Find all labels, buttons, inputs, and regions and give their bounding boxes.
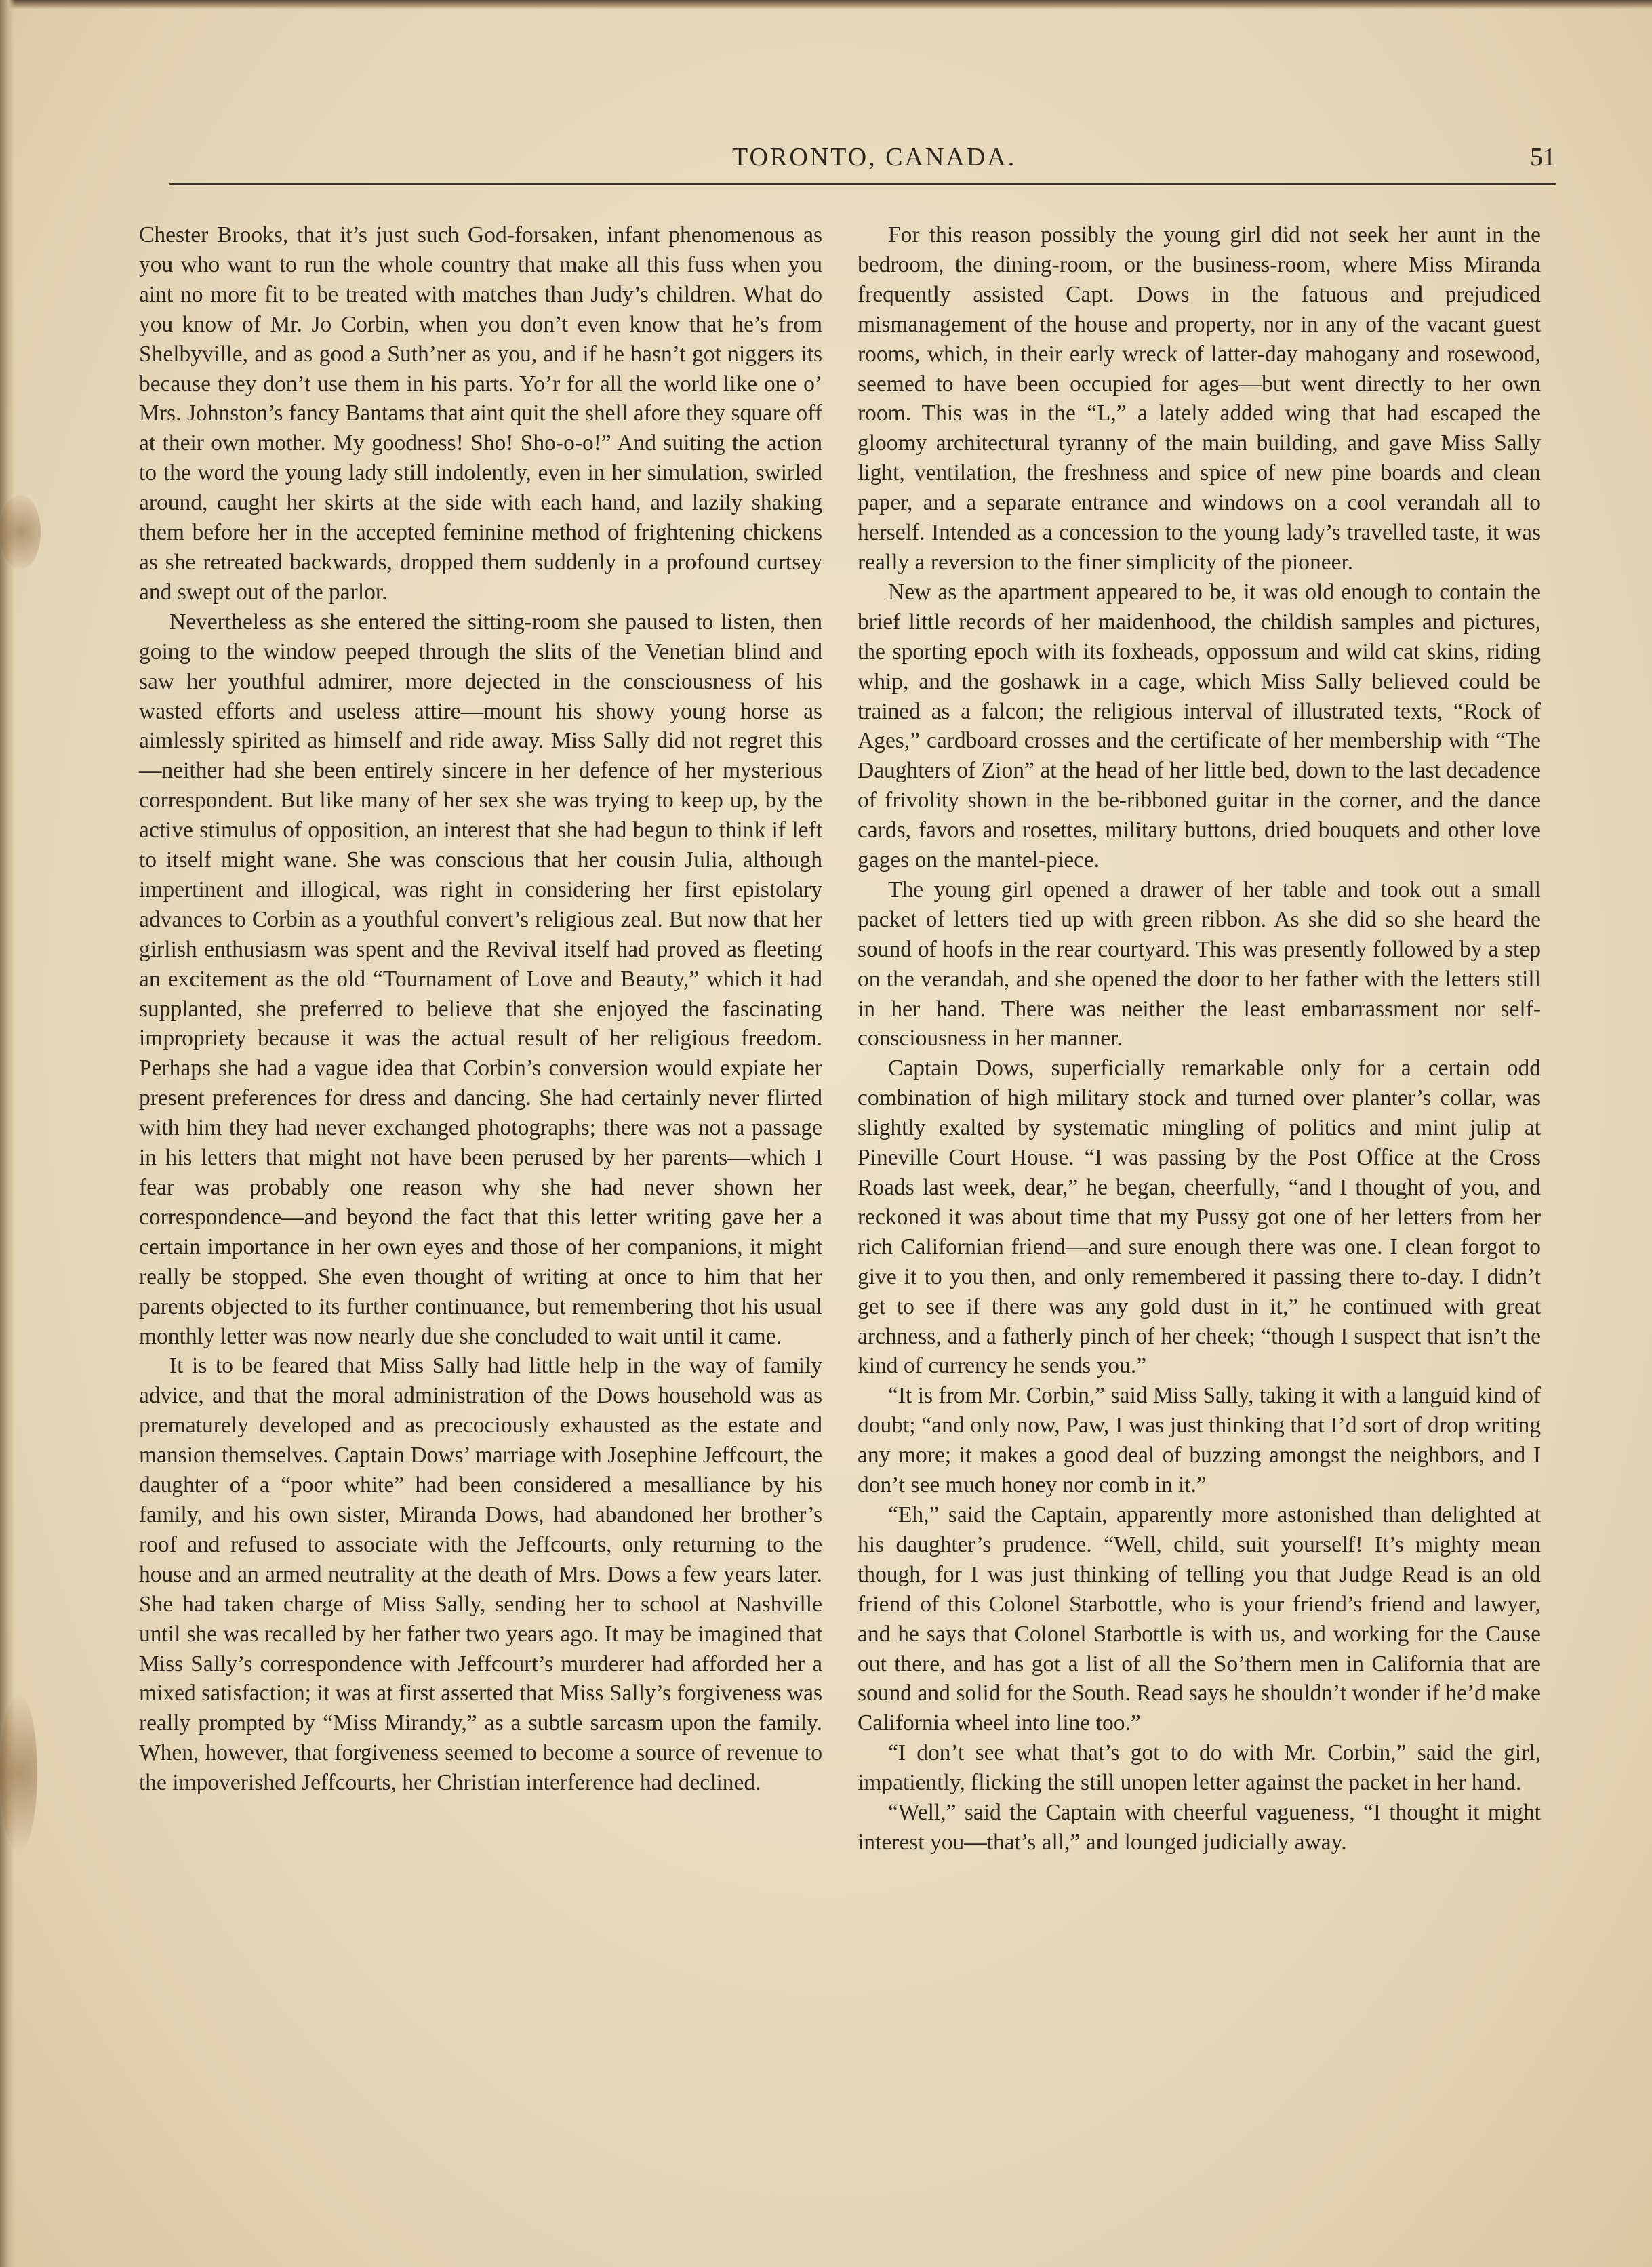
paragraph: Captain Dows, superficially remarkable only for a certain odd combination of high military stock and turned over planter’s collar, was slightly exalted by systematic mingling of politics and mint julip at Pineville Court House. “I was passing by the Post Office at the Cross Roads last week, dear,” he began, cheerfully, “and I thought of you, and reckoned it was about time that my Pussy got one of her letters from her rich Californian friend—and sure enough there was one. I clean forgot to give it to you then, and only remembered it passing there to-day. I didn’t get to see if there was any gold dust in it,” he continued with great archness, and a fatherly pinch of her cheek; “though I suspect that isn’t the kind of currency he sends you.” bbox=[858, 1056, 1541, 1379]
running-head: TORONTO, CANADA. bbox=[732, 143, 1017, 172]
page-binding-edge bbox=[0, 0, 15, 2267]
paragraph: It is to be feared that Miss Sally had little help in the way of family advice, and that the moral administration of the Dows household was as prematurely developed and as precociously exhausted as the estate and mansion themselves. Captain Dows’ marriage with Josephine Jeffcourt, the daughter of a “poor white” had been considered a mesalliance by his family, and his own sister, Miranda Dows, had abandoned her brother’s roof and refused to associate with the Jeffcourts, only returning to the house and an armed neutrality at the death of Mrs. Dows a few years later. She had taken charge of Miss Sally, sending her to school at Nashville until she was recalled by her father two years ago. It may be imagined that Miss Sally’s correspondence with Jeffcourt’s murderer had afforded her a mixed satisfaction; it was at first asserted that Miss Sally’s forgiveness was really prompted by “Miss Mirandy,” as a subtle sarcasm upon the family. When, however, that forgiveness seemed to become a source of revenue to the impoverished Jeffcourts, her Christian interference had declined. bbox=[139, 1353, 822, 1796]
page-top-edge bbox=[0, 0, 1652, 9]
paragraph: “I don’t see what that’s got to do with Mr. Corbin,” said the girl, impatiently, flicking the still unopen letter against the packet in her hand. bbox=[858, 1740, 1541, 1796]
right-column bbox=[858, 220, 1541, 1858]
paragraph: “It is from Mr. Corbin,” said Miss Sally, taking it with a languid kind of doubt; “and only now, Paw, I was just thinking that I’d sort of drop writing any more; it makes a good deal of buzzing amongst the neighbors, and I don’t see much honey nor comb in it.” bbox=[858, 1383, 1541, 1498]
paper-stain bbox=[0, 1695, 37, 1851]
paper-stain bbox=[0, 495, 41, 569]
paragraph: “Eh,” said the Captain, apparently more astonished than delighted at his daughter’s prudence. “Well, child, suit yourself! It’s mighty mean though, for I was just thinking of telling you that Judge Read is an old friend of this Colonel Starbottle, who is your friend’s friend and lawyer, and he says that Colonel Starbottle is with us, and working for the Cause out there, and has got a list of all the So’thern men in California that are sound and solid for the South. Read says he shouldn’t wonder if he’d make California wheel into line too.” bbox=[858, 1502, 1541, 1736]
page-header bbox=[136, 136, 1556, 183]
page-number: 51 bbox=[1530, 143, 1556, 172]
left-column bbox=[139, 220, 822, 1798]
paragraph: New as the apartment appeared to be, it was old enough to contain the brief little records of her maidenhood, the childish samples and pictures, the sporting epoch with its foxheads, oppossum and wild cat skins, riding whip, and the goshawk in a cage, which Miss Sally believed could be trained as a falcon; the religious interval of illustrated texts, “Rock of Ages,” cardboard crosses and the certificate of her membership with “The Daughters of Zion” at the head of her little bed, down to the last decadence of frivolity shown in the be-ribboned guitar in the corner, and the dance cards, favors and rosettes, military buttons, dried bouquets and other love gages on the mantel-piece. bbox=[858, 579, 1541, 873]
paragraph: “Well,” said the Captain with cheerful vagueness, “I thought it might interest you—that’s all,” and lounged judicially away. bbox=[858, 1800, 1541, 1855]
paragraph: Nevertheless as she entered the sitting-room she paused to listen, then going to the window peeped through the slits of the Venetian blind and saw her youthful admirer, more dejected in the consciousness of his wasted efforts and useless attire—mount his showy young horse as aimlessly spirited as himself and ride away. Miss Sally did not regret this—neither had she been entirely sincere in her defence of her mysterious correspondent. But like many of her sex she was trying to keep up, by the active stimulus of opposition, an interest that she had begun to think if left to itself might wane. She was conscious that her cousin Julia, although impertinent and illogical, was right in considering her first epistolary advances to Corbin as a youthful convert’s religious zeal. But now that her girlish enthusiasm was spent and the Revival itself had proved as fleeting an excitement as the old “Tournament of Love and Beauty,” which it had supplanted, she preferred to believe that she enjoyed the fascinating impropriety because it was the actual result of her religious freedom. Perhaps she had a vague idea that Corbin’s conversion would expiate her present preferences for dress and dancing. She had certainly never flirted with him they had never exchanged photographs; there was not a passage in his letters that might not have been perused by her parents—which I fear was probably one reason why she had never shown her correspondence—and beyond the fact that this letter writing gave her a certain importance in her own eyes and those of her companions, it might really be stopped. She even thought of writing at once to him that her parents objected to its further continuance, but remembering thot his usual monthly letter was now nearly due she concluded to wait until it came. bbox=[139, 609, 822, 1349]
paragraph: The young girl opened a drawer of her table and took out a small packet of letters tied up with green ribbon. As she did so she heard the sound of hoofs in the rear courtyard. This was presently followed by a step on the verandah, and she opened the door to her father with the letters still in her hand. There was neither the least embarrassment nor self-consciousness in her manner. bbox=[858, 877, 1541, 1051]
paragraph: Chester Brooks, that it’s just such God-forsaken, infant phenomenous as you who want to run the whole country that make all this fuss when you aint no more fit to be treated with matches than Judy’s children. What do you know of Mr. Jo Corbin, when you don’t even know that he’s from Shelbyville, and as good a Suth’ner as you, and if he hasn’t got niggers its because they don’t use them in his parts. Yo’r for all the world like one o’ Mrs. Johnston’s fancy Bantams that aint quit the shell afore they square off at their own mother. My goodness! Sho! Sho-o-o!” And suiting the action to the word the young lady still indolently, even in her simulation, swirled around, caught her skirts at the side with each hand, and lazily shaking them before her in the accepted feminine method of frightening chickens as she retreated backwards, dropped them suddenly in a profound curtsey and swept out of the parlor. bbox=[139, 222, 822, 605]
paragraph: For this reason possibly the young girl did not seek her aunt in the bedroom, the dining-room, or the business-room, where Miss Miranda frequently assisted Capt. Dows in the fatuous and prejudiced mismanagement of the house and property, nor in any of the vacant guest rooms, which, in their early wreck of latter-day mahogany and rosewood, seemed to have been occupied for ages—but went directly to her own room. This was in the “L,” a lately added wing that had escaped the gloomy architectural tyranny of the main building, and gave Miss Sally light, ventilation, the freshness and spice of new pine boards and clean paper, and a separate entrance and windows on a cool verandah all to herself. Intended as a concession to the young lady’s travelled taste, it was really a reversion to the finer simplicity of the pioneer. bbox=[858, 222, 1541, 575]
header-rule bbox=[169, 183, 1556, 185]
